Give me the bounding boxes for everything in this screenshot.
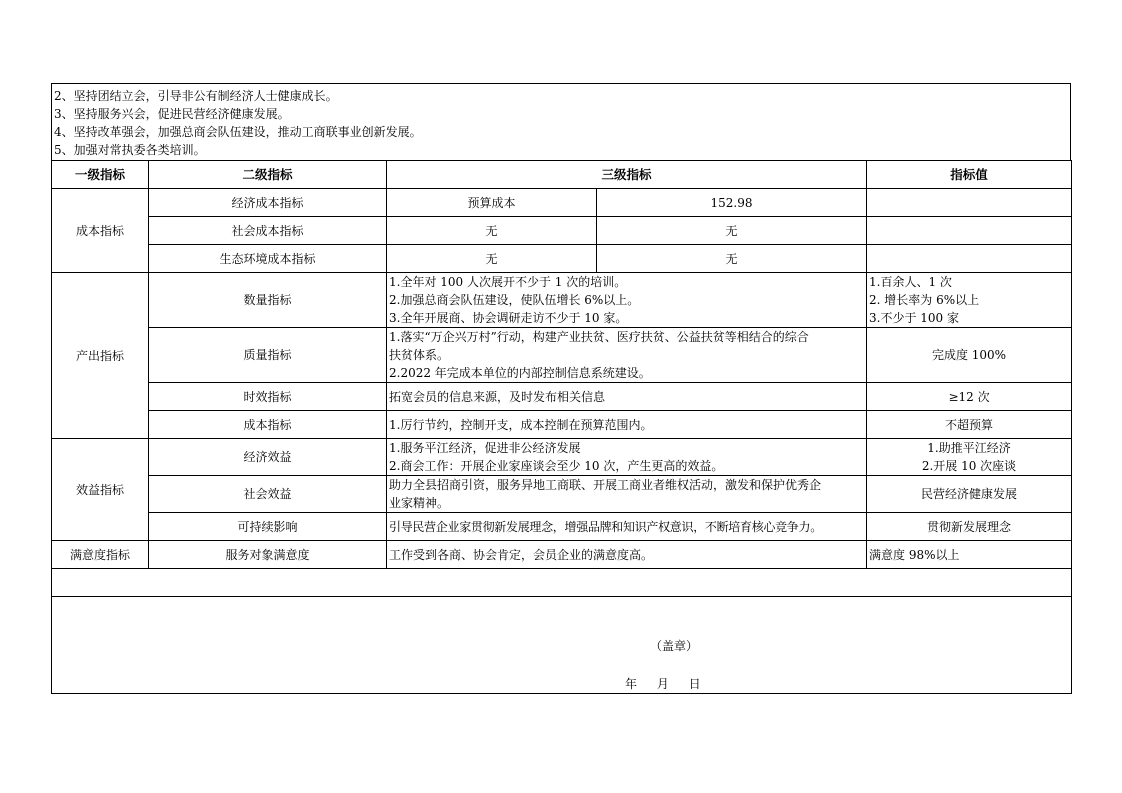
value-cell: ≥12 次: [867, 383, 1072, 411]
text-line: 1.服务平江经济，促进非公经济发展: [389, 441, 581, 455]
value-cell: [867, 439, 1072, 476]
table-row: [52, 411, 1072, 439]
table-row: [52, 383, 1072, 411]
text-line: 1.落实“万企兴万村”行动，构建产业扶贫、医疗扶贫、公益扶贫等相结合的综合: [389, 330, 809, 344]
level2-cell: 成本指标: [149, 411, 387, 439]
level3-item: 无: [387, 217, 597, 245]
text-line: 业家精神。: [389, 496, 450, 510]
text-line: 3.全年开展商、协会调研走访不少于 10 家。: [389, 311, 628, 325]
table-row: [52, 476, 1072, 513]
value-cell: 不超预算: [867, 411, 1072, 439]
level3-text: [387, 273, 867, 328]
level2-cell: 数量指标: [149, 273, 387, 328]
value-line: 2.开展 10 次座谈: [921, 459, 1017, 473]
table-row: [52, 541, 1072, 569]
level3-item: 无: [387, 245, 597, 273]
table-row: [52, 217, 1072, 245]
category-satisfaction: 满意度指标: [52, 541, 149, 569]
text-line: 2.商会工作：开展企业家座谈会至少 10 次，产生更高的效益。: [389, 459, 724, 473]
category-output: 产出指标: [52, 273, 149, 439]
level3-text: 拓宽会员的信息来源，及时发布相关信息: [387, 383, 867, 411]
value-cell: 满意度 98%以上: [867, 541, 1072, 569]
level2-cell: 生态环境成本指标: [149, 245, 387, 273]
goal-line: 5、加强对常执委各类培训。: [54, 143, 206, 157]
table-row: [52, 513, 1072, 541]
level3-amount: 无: [597, 217, 867, 245]
level3-text: 工作受到各商、协会肯定，会员企业的满意度高。: [387, 541, 867, 569]
table-row: [52, 245, 1072, 273]
goal-line: 4、坚持改革强会，加强总商会队伍建设，推动工商联事业创新发展。: [54, 125, 422, 139]
blank-cell: [52, 569, 1072, 597]
value-cell: [867, 245, 1072, 273]
seal-label: （盖章）: [650, 639, 699, 653]
value-cell: 完成度 100%: [867, 328, 1072, 383]
level2-cell: 时效指标: [149, 383, 387, 411]
header-row: [52, 161, 1072, 189]
seal-cell: [52, 597, 1072, 694]
performance-sheet: [51, 83, 1071, 694]
header-level2: 二级指标: [149, 161, 387, 189]
level3-item: 预算成本: [387, 189, 597, 217]
value-line: 3.不少于 100 家: [869, 311, 959, 325]
value-line: 1.百余人、1 次: [869, 275, 952, 289]
seal-row: [52, 597, 1072, 694]
value-cell: 民营经济健康发展: [867, 476, 1072, 513]
level2-cell: 社会成本指标: [149, 217, 387, 245]
goals-block: [51, 83, 1071, 160]
level2-cell: 经济成本指标: [149, 189, 387, 217]
blank-row: [52, 569, 1072, 597]
value-line: 1.助推平江经济: [927, 441, 1011, 455]
level2-cell: 质量指标: [149, 328, 387, 383]
value-cell: [867, 189, 1072, 217]
value-line: 2. 增长率为 6%以上: [869, 293, 980, 307]
level2-cell: 服务对象满意度: [149, 541, 387, 569]
value-cell: [867, 273, 1072, 328]
table-row: [52, 328, 1072, 383]
level3-text: [387, 328, 867, 383]
level3-text: [387, 476, 867, 513]
date-label: 年 月 日: [625, 677, 701, 691]
category-cost: 成本指标: [52, 189, 149, 273]
level3-text: 1.厉行节约，控制开支，成本控制在预算范围内。: [387, 411, 867, 439]
header-value: 指标值: [867, 161, 1072, 189]
level2-cell: 可持续影响: [149, 513, 387, 541]
level3-text: 引导民营企业家贯彻新发展理念，增强品牌和知识产权意识，不断培育核心竞争力。: [387, 513, 867, 541]
level3-amount: 无: [597, 245, 867, 273]
header-level1: 一级指标: [52, 161, 149, 189]
goal-line: 3、坚持服务兴会，促进民营经济健康发展。: [54, 107, 290, 121]
table-row: [52, 189, 1072, 217]
indicator-table: [51, 160, 1072, 694]
table-row: [52, 439, 1072, 476]
header-level3: 三级指标: [387, 161, 867, 189]
value-cell: [867, 217, 1072, 245]
category-benefit: 效益指标: [52, 439, 149, 541]
level2-cell: 经济效益: [149, 439, 387, 476]
level2-cell: 社会效益: [149, 476, 387, 513]
value-cell: 贯彻新发展理念: [867, 513, 1072, 541]
text-line: 2.2022 年完成本单位的内部控制信息系统建设。: [389, 366, 651, 380]
goal-line: 2、坚持团结立会，引导非公有制经济人士健康成长。: [54, 89, 338, 103]
text-line: 2.加强总商会队伍建设，使队伍增长 6%以上。: [389, 293, 640, 307]
text-line: 扶贫体系。: [389, 348, 450, 362]
level3-text: [387, 439, 867, 476]
table-row: [52, 273, 1072, 328]
text-line: 助力全县招商引资，服务异地工商联、开展工商业者维权活动，激发和保护优秀企: [389, 478, 822, 492]
level3-amount: 152.98: [597, 189, 867, 217]
text-line: 1.全年对 100 人次展开不少于 1 次的培训。: [389, 275, 627, 289]
